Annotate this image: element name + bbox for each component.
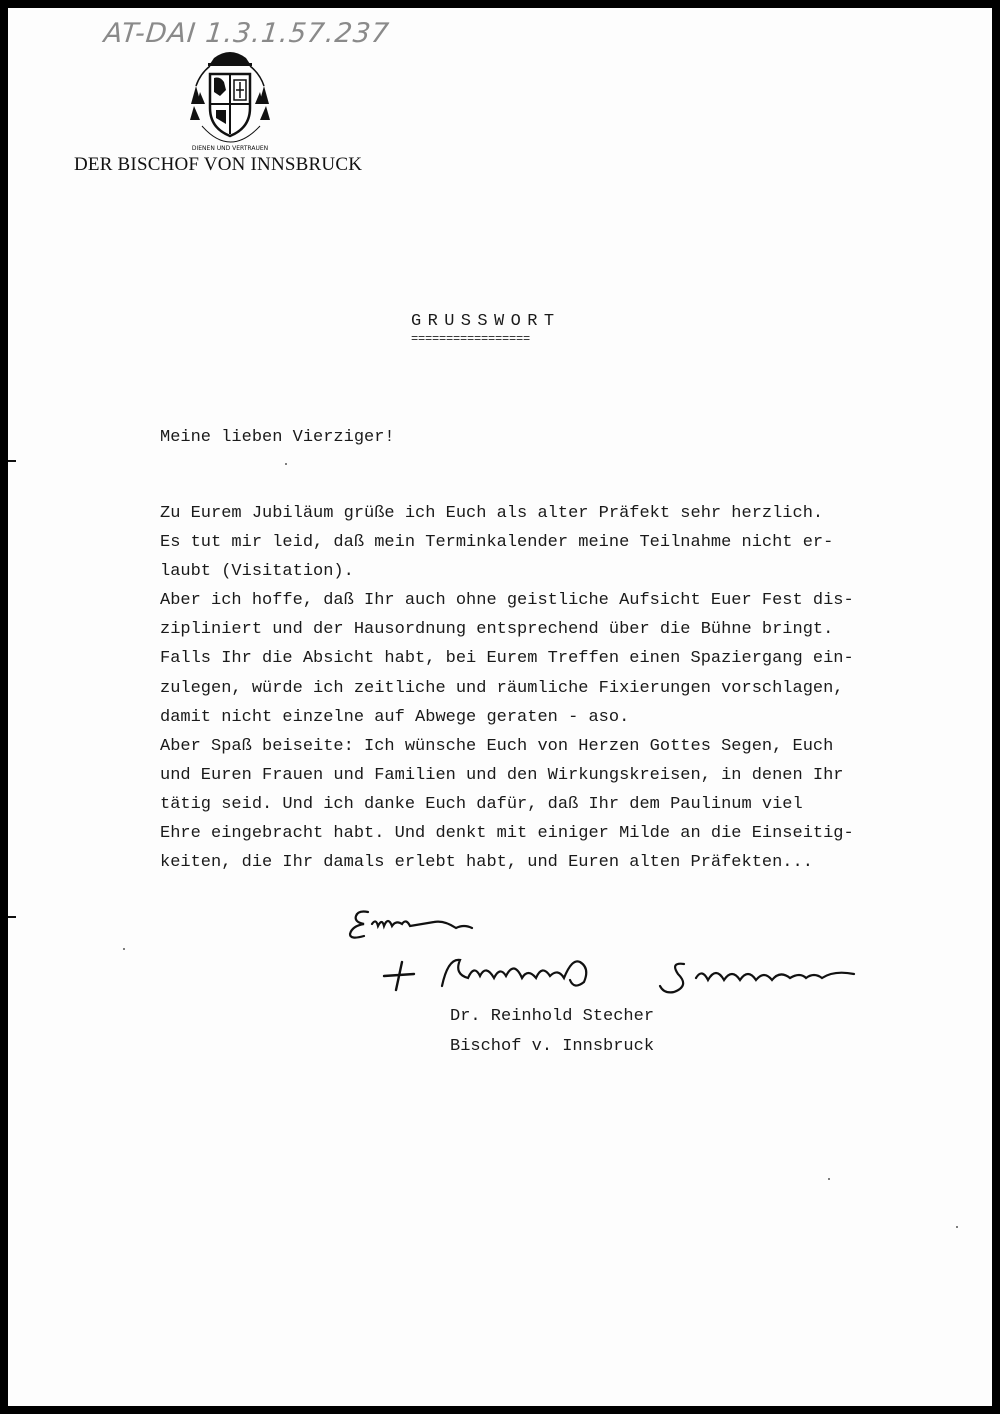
letter-body [160,499,854,877]
body-line: zulegen, würde ich zeitliche und räumliche Fixierungen vorschlagen, [160,678,844,698]
punch-margin-mark [8,916,16,918]
title-underline: ================= [411,332,531,346]
handwritten-signature [344,898,864,1018]
body-line: zipliniert und der Hausordnung entsprechend über die Bühne bringt. [160,620,834,640]
body-line: Falls Ihr die Absicht habt, bei Eurem Treffen einen Spaziergang ein- [160,649,854,669]
body-line: laubt (Visitation). [160,562,354,582]
crest-motto: DIENEN UND VERTRAUEN [191,145,269,152]
body-line: keiten, die Ihr damals erlebt habt, und Euren alten Präfekten... [160,853,813,873]
body-line: tätig seid. Und ich danke Euch dafür, daß Ihr dem Paulinum viel [160,794,803,814]
paper-speck [123,948,125,950]
body-line: damit nicht einzelne auf Abwege geraten - aso. [160,707,630,727]
body-line: und Euren Frauen und Familien und den Wirkungskreisen, in denen Ihr [160,765,844,785]
salutation: Meine lieben Vierziger! [160,428,395,447]
signer-name: Dr. Reinhold Stecher [450,1007,655,1026]
signer-title: Bischof v. Innsbruck [450,1037,655,1056]
letterhead-sender: DER BISCHOF VON INNSBRUCK [74,154,363,175]
paper-speck [828,1178,830,1180]
archive-id-stamp: AT-DAI 1.3.1.57.237 [102,18,392,49]
punch-margin-mark [8,460,16,462]
body-line: Ehre eingebracht habt. Und denkt mit einiger Milde an die Einseitig- [160,824,854,844]
episcopal-crest-logo [180,46,280,158]
body-line: Es tut mir leid, daß mein Terminkalender meine Teilnahme nicht er- [160,533,834,553]
body-line: Aber ich hoffe, daß Ihr auch ohne geistliche Aufsicht Euer Fest dis- [160,591,854,611]
paper-speck [956,1226,958,1228]
body-line: Aber Spaß beiseite: Ich wünsche Euch von Herzen Gottes Segen, Euch [160,736,834,756]
document-title: GRUSSWORT [411,312,561,331]
signer-block [450,1002,654,1062]
body-line: Zu Eurem Jubiläum grüße ich Euch als alter Präfekt sehr herzlich. [160,504,824,523]
letter-page [8,8,992,1406]
paper-speck [285,463,287,465]
